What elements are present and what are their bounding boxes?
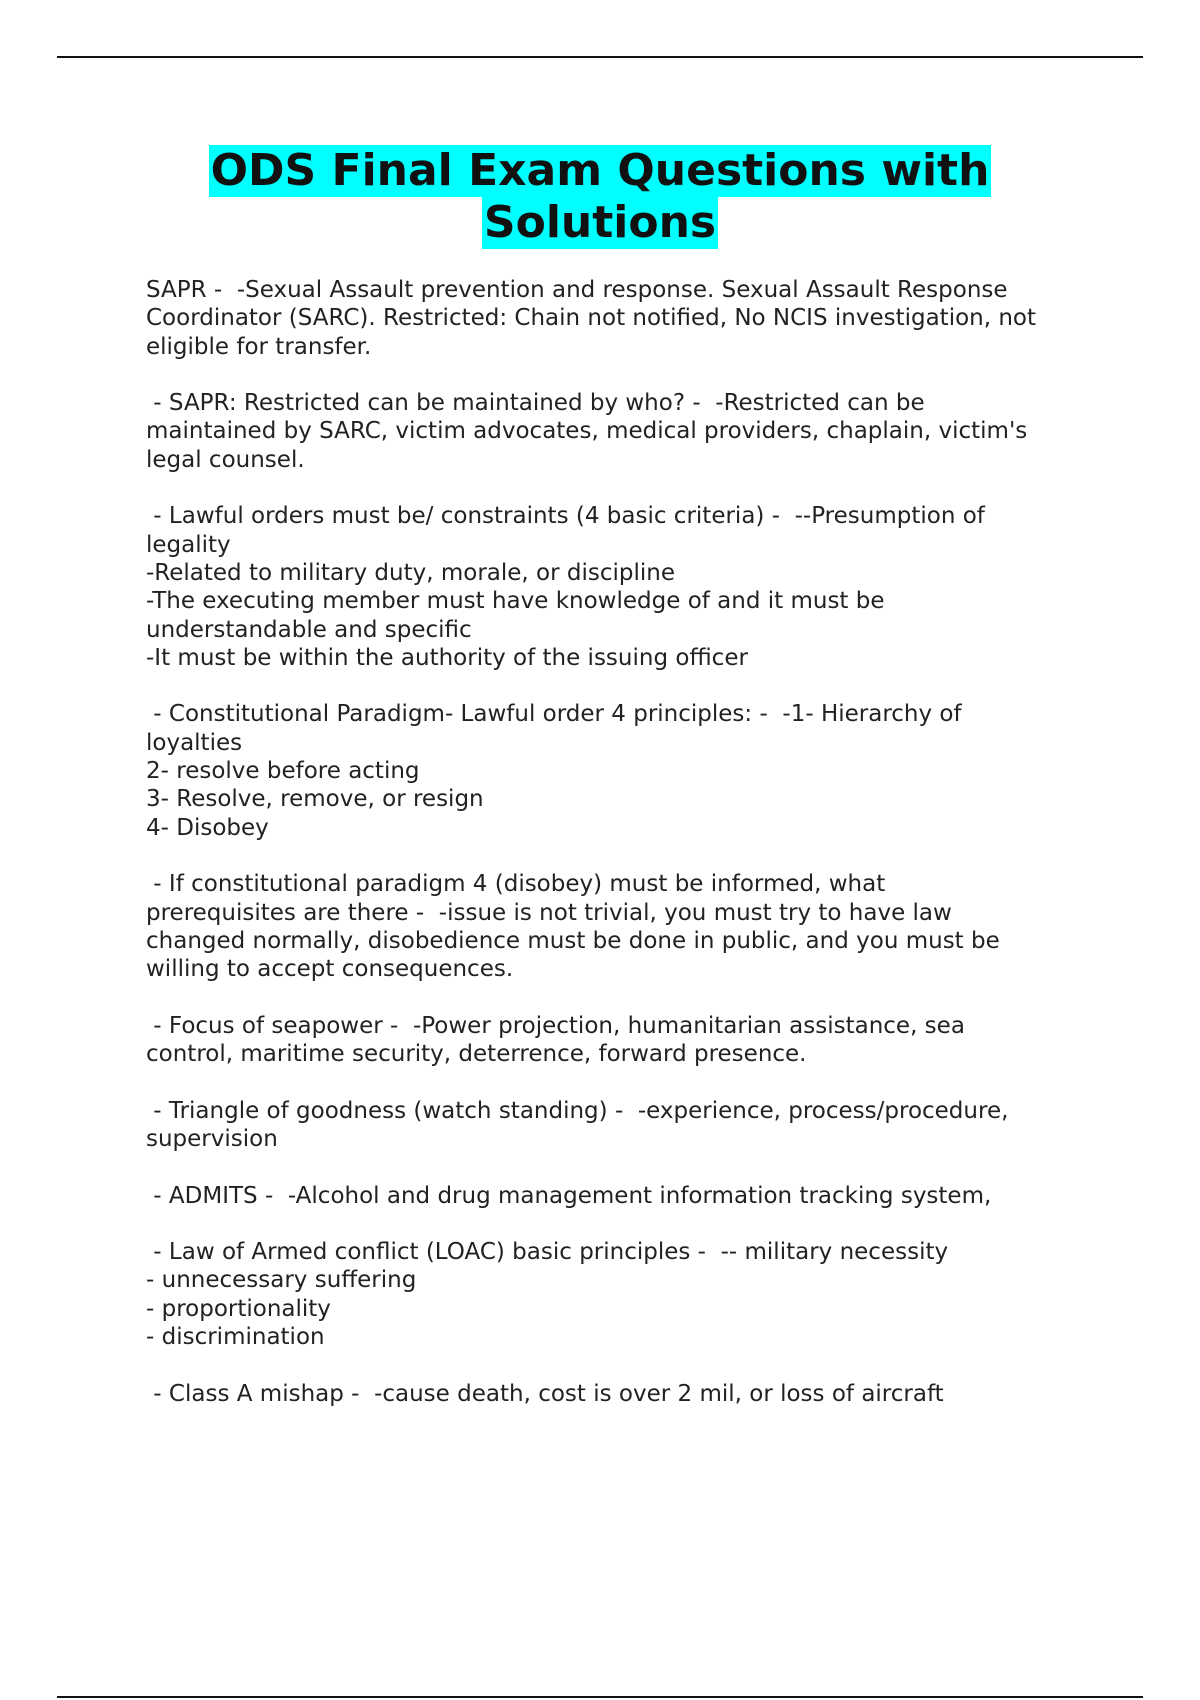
title-line-2: Solutions: [483, 197, 717, 248]
qa-entry-line: control, maritime security, deterrence, forward presence.: [146, 1041, 807, 1068]
qa-entry-line: understandable and specific: [146, 616, 472, 643]
title-line-1: ODS Final Exam Questions with: [210, 145, 990, 196]
qa-entry-line: loyalties: [146, 729, 243, 756]
qa-entry-line: 3- Resolve, remove, or resign: [146, 786, 484, 813]
qa-entry: [146, 1012, 1096, 1069]
qa-entry-line: -Related to military duty, morale, or discipline: [146, 559, 675, 586]
qa-entry-line: - proportionality: [146, 1295, 331, 1322]
top-rule: [57, 56, 1143, 58]
qa-entry-line: legality: [146, 531, 231, 558]
qa-entry-line: - unnecessary suffering: [146, 1267, 417, 1294]
qa-entry-line: willing to accept consequences.: [146, 956, 514, 983]
bottom-rule: [57, 1696, 1143, 1698]
qa-entry: [146, 700, 1096, 841]
qa-entry-line: legal counsel.: [146, 446, 305, 473]
qa-entry-line: - Class A mishap - -cause death, cost is over 2 mil, or loss of aircraft: [146, 1380, 944, 1407]
qa-entry-line: supervision: [146, 1125, 278, 1152]
qa-entry: [146, 870, 1096, 983]
qa-entry-line: -The executing member must have knowledge of and it must be: [146, 588, 885, 615]
qa-entry: [146, 389, 1096, 474]
qa-entry: [146, 276, 1096, 361]
qa-entry: [146, 1097, 1096, 1154]
qa-entry-line: changed normally, disobedience must be done in public, and you must be: [146, 927, 1000, 954]
qa-entry: [146, 1238, 1096, 1351]
qa-entry: [146, 1380, 1096, 1408]
qa-entry-line: SAPR - -Sexual Assault prevention and response. Sexual Assault Response: [146, 277, 1008, 303]
qa-entry-line: - Law of Armed conflict (LOAC) basic principles - -- military necessity: [146, 1239, 949, 1266]
qa-entry-line: prerequisites are there - -issue is not trivial, you must try to have law: [146, 899, 952, 926]
qa-entry-line: - Lawful orders must be/ constraints (4 basic criteria) - --Presumption of: [146, 503, 985, 530]
qa-entry-line: - SAPR: Restricted can be maintained by who? - -Restricted can be: [146, 390, 925, 417]
document-body: [146, 276, 1096, 1436]
qa-entry-line: - Focus of seapower - -Power projection, humanitarian assistance, sea: [146, 1012, 965, 1039]
qa-entry: [146, 502, 1096, 672]
qa-entry-line: - ADMITS - -Alcohol and drug management information tracking system,: [146, 1182, 992, 1209]
qa-entry-line: 4- Disobey: [146, 814, 269, 841]
qa-entry-line: 2- resolve before acting: [146, 758, 420, 785]
qa-entry-line: - If constitutional paradigm 4 (disobey) must be informed, what: [146, 871, 886, 898]
qa-entry-line: - Triangle of goodness (watch standing) - -experience, process/procedure,: [146, 1097, 1009, 1124]
qa-entry-line: - discrimination: [146, 1323, 325, 1350]
page-title: [100, 145, 1100, 249]
qa-entry: [146, 1182, 1096, 1210]
qa-entry-line: - Constitutional Paradigm- Lawful order 4 principles: - -1- Hierarchy of: [146, 701, 962, 728]
qa-entry-line: Coordinator (SARC). Restricted: Chain not notified, No NCIS investigation, not: [146, 305, 1037, 332]
qa-entry-line: maintained by SARC, victim advocates, medical providers, chaplain, victim's: [146, 418, 1028, 445]
qa-entry-line: -It must be within the authority of the issuing officer: [146, 644, 748, 671]
qa-entry-line: eligible for transfer.: [146, 333, 372, 360]
